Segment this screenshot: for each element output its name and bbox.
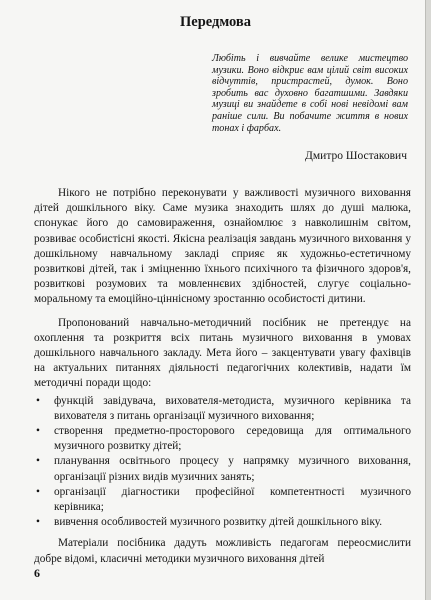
page-edge-line: [425, 0, 426, 600]
main-text: [34, 186, 411, 567]
bullet-icon: •: [36, 425, 40, 438]
list-item: • функцій завідувача, вихователя-методиста, музичного керівника та вихователя з питань організації музичного виховання;: [36, 394, 411, 422]
paragraph: Пропонований навчально-методичний посібник не претендує на охоплення та розкриття всіх питань музичного виховання в умовах дошкільного навчального закладу. Мета його – закцентувати увагу фахівців на актуальних питаннях діяльності педагогічних колективів, надати їм методичні поради щодо:: [34, 316, 411, 390]
page-edge: [426, 0, 431, 600]
epigraph-author: Дмитро Шостакович: [305, 150, 407, 162]
list-item: • планування освітнього процесу у напрямку музичного виховання, організації різних видів музичних занять;: [36, 455, 411, 483]
bullet-icon: •: [36, 394, 40, 407]
list-item: • створення предметно-просторового середовища для оптимального музичного розвитку дітей;: [36, 425, 411, 453]
bullet-list: [34, 394, 411, 531]
paragraph: Нікого не потрібно переконувати у важливості музичного виховання дітей дошкільного віку. Саме музика знаходить шлях до душі малюка, спонукає його до самовираження, ознайомлює з навколишнім світом, розвиває особистісні якості. Якісна реалізація завдань музичного виховання у дошкільному навчальному закладі сприяє як художньо-естетичному розвиткові дітей, так і зміцненню їхнього психічного та фізичного здоров'я, розвиткові розумових та мовленнєвих здібностей, слугує соціально-моральному та емоційно-ціннісному зростанню особистості дитини.: [34, 187, 411, 306]
list-item: • організації діагностики професійної компетентності музичного керівника;: [36, 485, 411, 514]
epigraph-text: Любіть і вивчайте велике мистецтво музики. Воно відкриє вам цілий світ високих відчуттів, пристрастей, думок. Воно зробить вас духовно багатшими. Завдяки музиці ви знайдете в собі нові невідомі вам раніше сили. Ви побачите життя в нових тонах і фарбах.: [212, 53, 408, 134]
bullet-icon: •: [36, 485, 40, 498]
bullet-icon: •: [36, 455, 40, 468]
paragraph: Матеріали посібника дадуть можливість педагогам переосмислити добре відомі, класичні методики музичного виховання дітей: [34, 537, 411, 565]
bullet-icon: •: [36, 516, 40, 529]
list-item: • вивчення особливостей музичного розвитку дітей дошкільного віку.: [34, 515, 411, 530]
page-number: 6: [34, 566, 40, 580]
page-title: Передмова: [179, 14, 251, 30]
